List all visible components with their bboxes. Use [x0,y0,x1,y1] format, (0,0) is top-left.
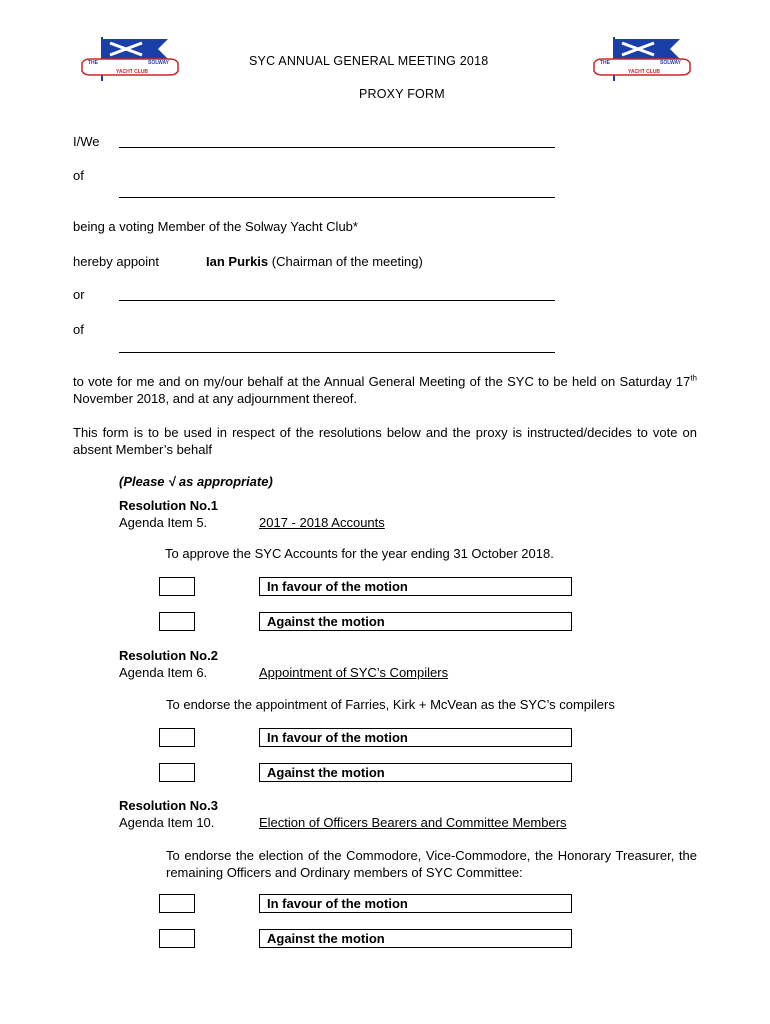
resolution-1-against-label: Against the motion [259,612,572,631]
proxy-name-line[interactable] [119,300,555,301]
resolution-1-heading: Resolution No.1 [119,498,218,513]
resolution-1-description: To approve the SYC Accounts for the year ending 31 October 2018. [165,546,554,561]
logo-yacht-club: YACHT CLUB [628,69,661,75]
appoint-label: hereby appoint [73,254,160,269]
logo-the: THE [600,60,610,66]
vote-statement [73,373,697,407]
logo-solway: SOLWAY [148,60,169,66]
resolution-2-favour-checkbox[interactable] [159,728,195,747]
resolution-2-heading: Resolution No.2 [119,648,218,663]
form-subtitle: PROXY FORM [359,87,445,101]
resolution-2-favour-label: In favour of the motion [259,728,572,747]
resolution-2-agenda: Agenda Item 6. [119,665,208,680]
iwe-label: I/We [73,134,100,149]
of-label-2: of [73,322,84,337]
resolution-1-favour-checkbox[interactable] [159,577,195,596]
tick-instruction: (Please √ as appropriate) [119,474,273,489]
resolution-1-agenda: Agenda Item 5. [119,515,208,530]
logo-yacht-club: YACHT CLUB [116,69,149,75]
appointee-name: Ian Purkis [206,254,269,269]
member-statement: being a voting Member of the Solway Yacht Club* [73,219,358,234]
address-line-1[interactable] [119,197,555,198]
page-title: SYC ANNUAL GENERAL MEETING 2018 [249,54,489,68]
vote-text-sup: th [690,373,697,383]
of-label-1: of [73,168,84,183]
resolution-2-against-label: Against the motion [259,763,572,782]
resolution-3-description: To endorse the election of the Commodore, Vice-Commodore, the Honorary Treasurer, the remaining Officers and Ordinary members of SYC Committee: [166,848,697,880]
resolution-3-topic: Election of Officers Bearers and Committee Members [259,815,567,830]
resolution-3-favour-label: In favour of the motion [259,894,572,913]
resolution-3-heading: Resolution No.3 [119,798,218,813]
resolution-3-agenda: Agenda Item 10. [119,815,215,830]
logo-solway: SOLWAY [660,60,681,66]
resolution-1-favour-label: In favour of the motion [259,577,572,596]
appointee [206,254,423,269]
yacht-club-logo-right [592,33,692,89]
iwe-line[interactable] [119,147,555,148]
resolution-1-against-checkbox[interactable] [159,612,195,631]
resolution-3-against-label: Against the motion [259,929,572,948]
logo-the: THE [88,60,98,66]
resolution-1-topic: 2017 - 2018 Accounts [259,515,385,530]
resolution-3-against-checkbox[interactable] [159,929,195,948]
yacht-club-logo-left [80,33,180,89]
resolution-2-description: To endorse the appointment of Farries, Kirk + McVean as the SYC’s compilers [166,697,615,712]
resolution-2-topic: Appointment of SYC’s Compilers [259,665,449,680]
vote-text-b: November 2018, and at any adjournment thereof. [73,391,358,406]
address-line-2[interactable] [119,352,555,353]
appointee-role: (Chairman of the meeting) [271,254,423,269]
resolution-3-favour-checkbox[interactable] [159,894,195,913]
resolution-2-against-checkbox[interactable] [159,763,195,782]
vote-text-a: to vote for me and on my/our behalf at the Annual General Meeting of the SYC to be held on Saturday 17 [73,374,691,389]
usage-statement: This form is to be used in respect of the resolutions below and the proxy is instructed/decides to vote on absent Member’s behalf [73,425,697,457]
or-label: or [73,287,85,302]
